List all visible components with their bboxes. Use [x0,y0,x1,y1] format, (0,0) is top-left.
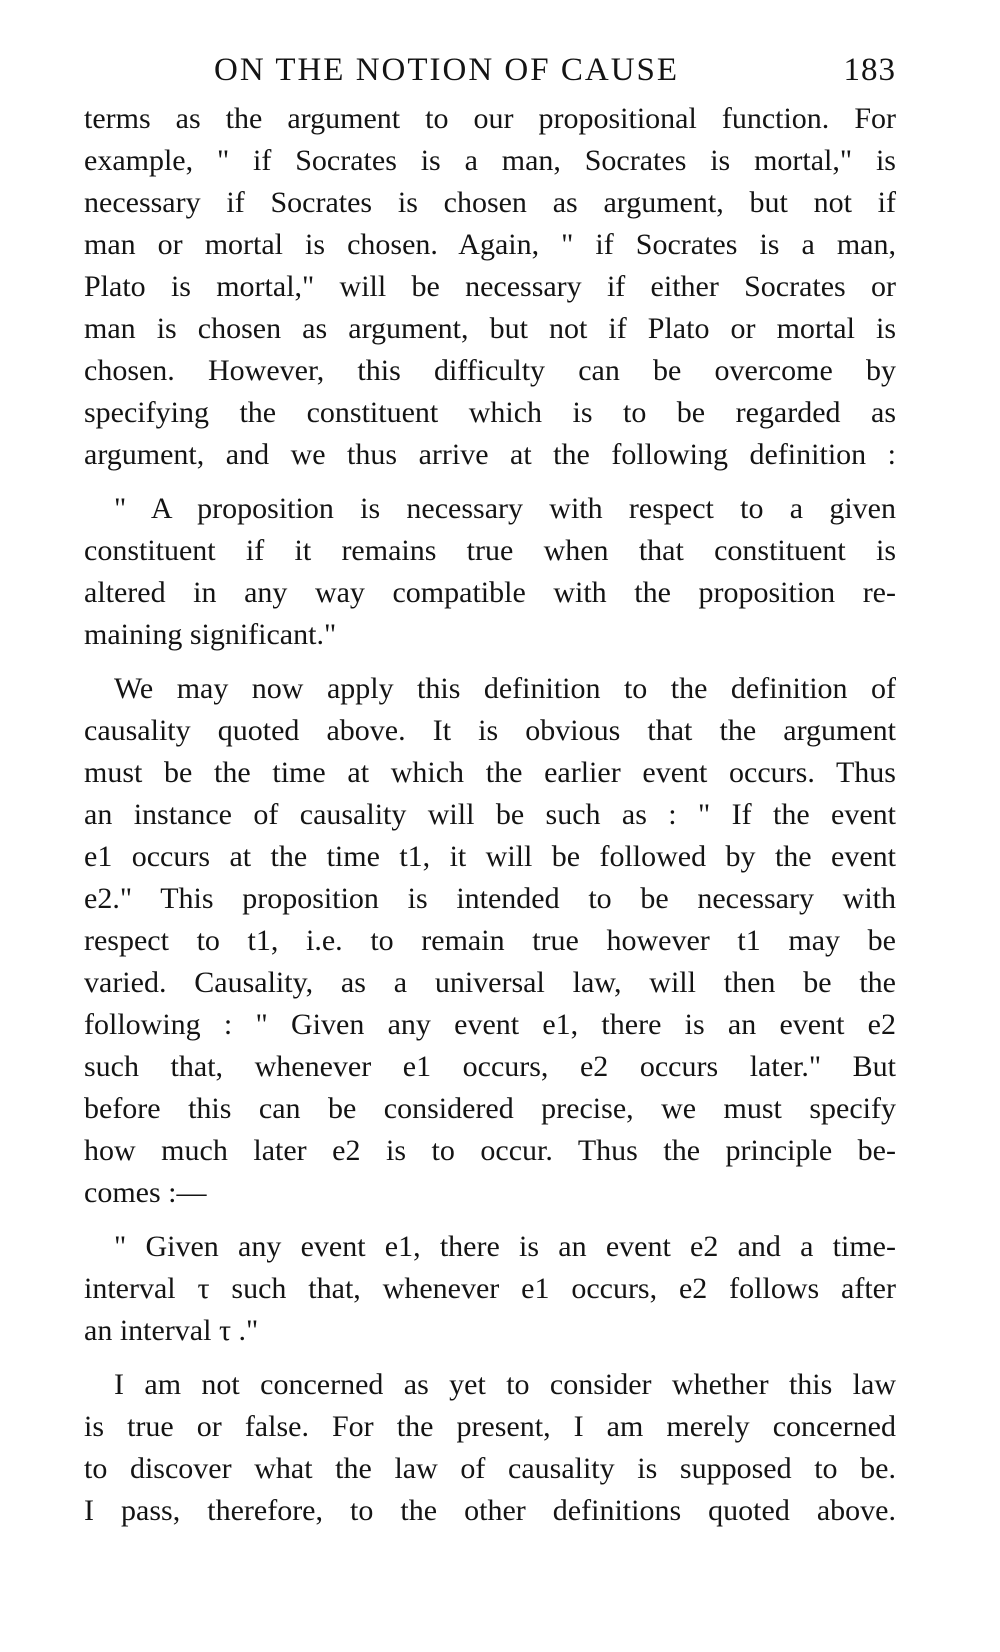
text-line: comes :— [84,1176,207,1209]
text-line: I am not concerned as yet to consider whether this law [114,1368,896,1401]
text-line: is true or false. For the present, I am merely concerned [84,1410,896,1443]
text-line: constituent if it remains true when that constituent is [84,534,896,567]
text-line: an interval τ ." [84,1314,259,1347]
text-line: altered in any way compatible with the proposition re- [84,576,896,609]
text-line: man or mortal is chosen. Again, " if Socrates is a man, [84,228,896,261]
text-line: Plato is mortal," will be necessary if either Socrates or [84,270,896,303]
text-line: interval τ such that, whenever e1 occurs, e2 follows after [84,1272,896,1305]
text-line: terms as the argument to our propositional function. For [84,102,896,135]
chapter-title: ON THE NOTION OF CAUSE [214,52,680,88]
running-head [84,48,896,98]
text-line: maining significant." [84,618,337,651]
text-line: I pass, therefore, to the other definitions quoted above. [84,1494,896,1527]
paragraph [84,668,896,1214]
text-line: argument, and we thus arrive at the following definition : [84,438,896,471]
text-line: must be the time at which the earlier event occurs. Thus [84,756,896,789]
text-line: how much later e2 is to occur. Thus the principle be- [84,1134,896,1167]
text-line: specifying the constituent which is to be regarded as [84,396,896,429]
book-page [84,48,896,1544]
text-line: e1 occurs at the time t1, it will be followed by the event [84,840,896,873]
text-line: respect to t1, i.e. to remain true however t1 may be [84,924,896,957]
text-line: varied. Causality, as a universal law, will then be the [84,966,896,999]
text-line: man is chosen as argument, but not if Plato or mortal is [84,312,896,345]
paragraph [84,1364,896,1532]
quoted-principle [84,1226,896,1352]
page-body [84,98,896,1532]
text-line: " A proposition is necessary with respect to a given [114,492,896,525]
page-number: 183 [843,52,896,88]
text-line: before this can be considered precise, we must specify [84,1092,896,1125]
text-line: following : " Given any event e1, there is an event e2 [84,1008,896,1041]
text-line: such that, whenever e1 occurs, e2 occurs later." But [84,1050,896,1083]
text-line: e2." This proposition is intended to be necessary with [84,882,896,915]
text-line: chosen. However, this difficulty can be overcome by [84,354,896,387]
text-line: causality quoted above. It is obvious that the argument [84,714,896,747]
quoted-definition [84,488,896,656]
text-line: necessary if Socrates is chosen as argument, but not if [84,186,896,219]
text-line: We may now apply this definition to the definition of [114,672,896,705]
text-line: to discover what the law of causality is supposed to be. [84,1452,896,1485]
text-line: an instance of causality will be such as : " If the event [84,798,896,831]
paragraph [84,98,896,476]
text-line: " Given any event e1, there is an event e2 and a time- [114,1230,896,1263]
text-line: example, " if Socrates is a man, Socrates is mortal," is [84,144,896,177]
